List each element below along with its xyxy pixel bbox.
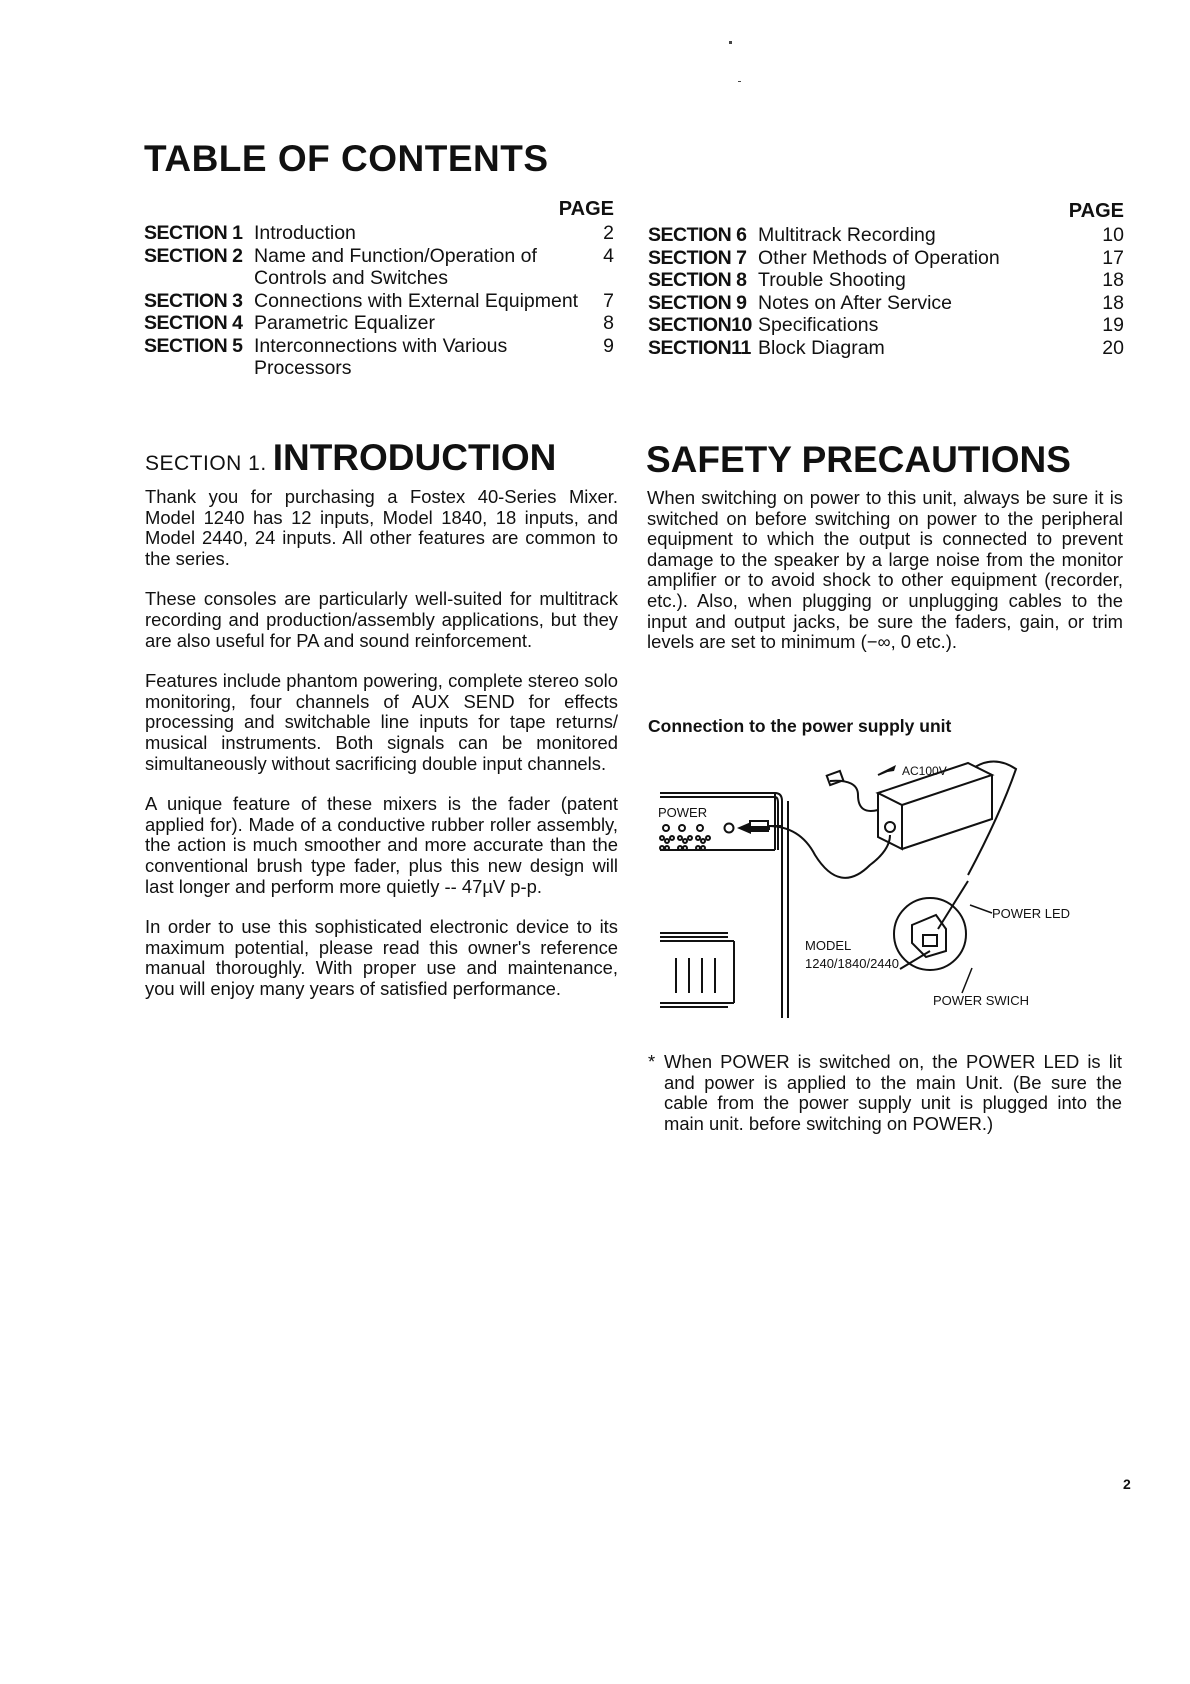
toc-section-name: Other Methods of Operation bbox=[758, 246, 1000, 269]
toc-page-number: 18 bbox=[1102, 291, 1124, 314]
note-asterisk: * bbox=[648, 1051, 656, 1072]
toc-section-label: SECTION 7 bbox=[648, 246, 747, 269]
toc-title: TABLE OF CONTENTS bbox=[144, 138, 549, 179]
toc-section-name: Interconnections with Various Processors bbox=[254, 334, 508, 379]
diagram-power-label: POWER bbox=[658, 805, 708, 820]
intro-title: INTRODUCTION bbox=[272, 437, 557, 478]
toc-entry-section-8[interactable] bbox=[648, 269, 1124, 292]
diagram-model-numbers: 1240/1840/2440 bbox=[805, 956, 899, 971]
toc-page-number: 19 bbox=[1102, 314, 1124, 336]
toc-page-number: 17 bbox=[1102, 246, 1124, 269]
toc-entry-section-1[interactable] bbox=[144, 222, 614, 245]
toc-page-number: 10 bbox=[1102, 224, 1124, 246]
toc-section-name: Trouble Shooting bbox=[758, 269, 906, 291]
toc-section-label: SECTION 2 bbox=[144, 244, 243, 267]
intro-paragraph: These consoles are particularly well-suited for multitrack recording and production/assembly applications, but they are also useful for PA and sound reinforcement. bbox=[145, 588, 618, 651]
toc-section-name: Notes on After Service bbox=[758, 291, 953, 314]
diagram-led-label: POWER LED bbox=[992, 906, 1071, 921]
toc-section-label: SECTION 6 bbox=[648, 224, 747, 246]
diagram-ac-label: AC100V bbox=[902, 764, 947, 778]
power-note bbox=[648, 1052, 1122, 1134]
toc-section-name: Specifications bbox=[758, 314, 879, 336]
power-connection-diagram bbox=[650, 755, 1120, 1025]
toc-page-number: 7 bbox=[603, 289, 614, 312]
toc-section-label: SECTION 5 bbox=[144, 334, 243, 357]
intro-section-prefix: SECTION 1. bbox=[145, 452, 267, 475]
toc-section-label: SECTION 8 bbox=[648, 269, 747, 291]
toc-section-label: SECTION 3 bbox=[144, 289, 243, 312]
toc-section-name: Connections with External Equipment bbox=[254, 289, 579, 312]
intro-paragraph: Features include phantom powering, complete stereo solo monitoring, four channels of AUX SEND for effects processing and switchable line inputs for tape returns/ musical instruments. Both signals can be monitored simultaneously without sacrificing double input channels. bbox=[145, 670, 618, 774]
toc-entry-section-4[interactable] bbox=[144, 312, 614, 335]
toc-section-name: Block Diagram bbox=[758, 336, 885, 359]
intro-paragraph: In order to use this sophisticated electronic device to its maximum potential, please read this owner's reference manual thoroughly. With proper use and maintenance, you will enjoy many years of satisfied performance. bbox=[145, 916, 618, 999]
toc-entry-section-10[interactable] bbox=[648, 314, 1124, 337]
toc-page-header: PAGE bbox=[1068, 200, 1124, 222]
toc-right-column bbox=[648, 200, 1124, 359]
toc-page-number: 4 bbox=[603, 244, 614, 267]
note-text: When POWER is switched on, the POWER LED is lit and power is applied to the main Unit. (Be sure the cable from the power supply unit is plugged into the main unit. before switching on POWER.) bbox=[664, 1051, 1122, 1134]
toc-entry-section-9[interactable] bbox=[648, 292, 1124, 315]
toc-section-label: SECTION10 bbox=[648, 314, 752, 336]
toc-section-name: Multitrack Recording bbox=[758, 224, 936, 246]
toc-page-header: PAGE bbox=[558, 198, 614, 220]
toc-entry-section-3[interactable] bbox=[144, 290, 614, 313]
diagram-switch-label: POWER SWICH bbox=[933, 993, 1030, 1008]
toc-entry-section-7[interactable] bbox=[648, 247, 1124, 270]
toc-entry-section-5[interactable] bbox=[144, 335, 614, 380]
toc-section-name: Introduction bbox=[254, 222, 356, 244]
safety-body bbox=[647, 488, 1123, 673]
toc-section-label: SECTION 9 bbox=[648, 291, 747, 314]
intro-paragraph: A unique feature of these mixers is the fader (patent applied for). Made of a conductive rubber roller assembly, the action is much smoother and more accurate than the conventional brush type fader, plus this new design will last longer and perform more quietly -- 47µV p-p. bbox=[145, 793, 618, 897]
intro-body bbox=[145, 487, 618, 1019]
toc-section-name: Name and Function/Operation of Controls and Switches bbox=[254, 244, 537, 289]
toc-entry-section-2[interactable] bbox=[144, 245, 614, 290]
diagram-model-label: MODEL bbox=[805, 938, 852, 953]
toc-page-number: 9 bbox=[603, 334, 614, 357]
connection-heading: Connection to the power supply unit bbox=[648, 716, 952, 736]
intro-paragraph: Thank you for purchasing a Fostex 40-Series Mixer. Model 1240 has 12 inputs, Model 1840, 18 inputs, and Model 2440, 24 inputs. All other features are common to the series. bbox=[145, 486, 618, 569]
toc-left-column bbox=[144, 198, 614, 380]
toc-entry-section-6[interactable] bbox=[648, 224, 1124, 247]
toc-entry-section-11[interactable] bbox=[648, 337, 1124, 360]
safety-paragraph: When switching on power to this unit, always be sure it is switched on before switching on power to the peripheral equipment to which the output is connected to prevent damage to the speaker by a large noise from the monitor amplifier or to avoid shock to other equipment (recorder, etc.). Also, when plugging or unplugging cables to the input and output jacks, be sure the faders, gain, or trim levels are set to minimum (−∞, 0 etc.). bbox=[647, 487, 1123, 653]
page-number: 2 bbox=[1123, 1476, 1131, 1492]
toc-page-number: 8 bbox=[603, 312, 614, 334]
toc-section-label: SECTION 1 bbox=[144, 222, 243, 244]
safety-title: SAFETY PRECAUTIONS bbox=[646, 439, 1071, 480]
toc-section-label: SECTION 4 bbox=[144, 312, 243, 334]
intro-heading bbox=[145, 437, 556, 479]
toc-section-name: Parametric Equalizer bbox=[254, 312, 435, 334]
toc-page-number: 20 bbox=[1102, 336, 1124, 359]
toc-page-number: 18 bbox=[1102, 269, 1124, 291]
toc-section-label: SECTION11 bbox=[648, 336, 751, 359]
scan-speck bbox=[729, 41, 732, 44]
toc-page-number: 2 bbox=[603, 222, 614, 244]
scan-speck bbox=[738, 81, 741, 82]
